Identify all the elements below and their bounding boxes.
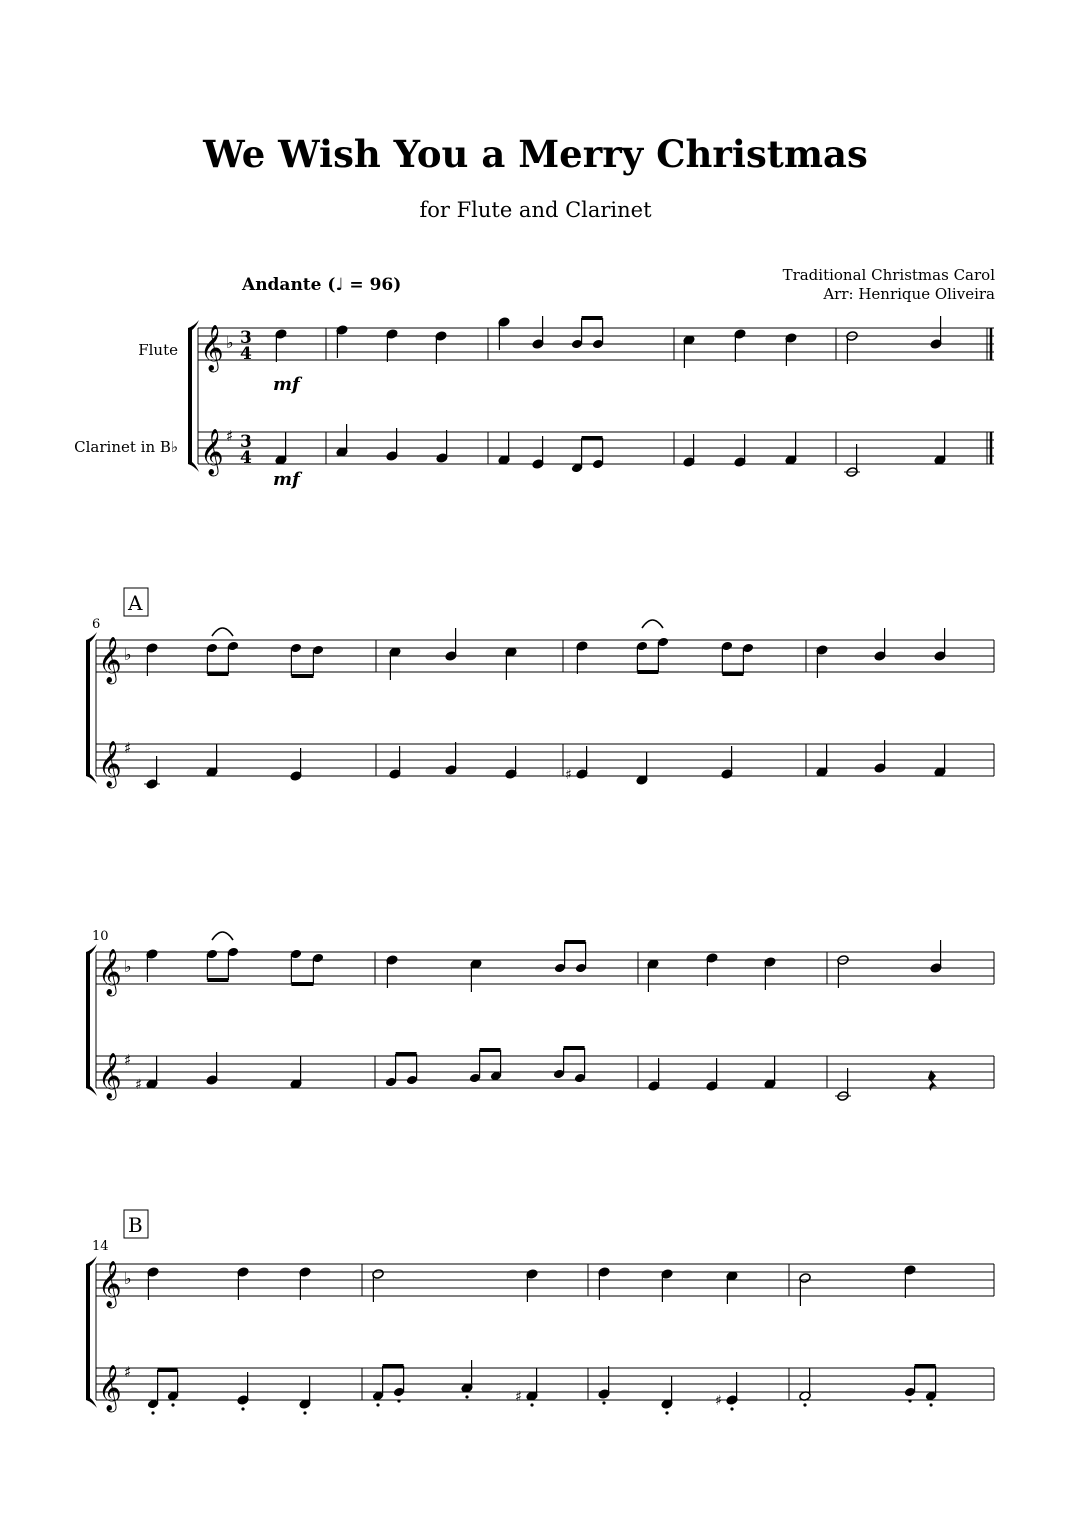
bracket-top-hook	[188, 320, 199, 330]
staccato-dot	[465, 1395, 468, 1398]
composer-line: Traditional Christmas Carol	[782, 266, 995, 284]
system-bracket	[86, 640, 90, 776]
key-signature-flat-icon: ♭	[226, 333, 234, 352]
treble-clef-icon: 𝄞	[98, 1261, 122, 1307]
tempo-text: Andante (	[242, 275, 336, 295]
tempo-value: = 96)	[343, 275, 402, 295]
time-signature-bottom: 4	[240, 448, 252, 468]
instrument-label-flute: Flute	[138, 341, 178, 359]
system-bracket	[188, 328, 192, 464]
treble-clef-icon: 𝄞	[98, 741, 122, 787]
treble-clef-icon: 𝄞	[98, 1365, 122, 1411]
quarter-note-icon: ♩	[335, 275, 344, 295]
treble-clef-icon: 𝄞	[98, 637, 122, 683]
dynamic-marking: mf	[273, 374, 300, 395]
key-signature-flat-icon: ♭	[124, 645, 132, 664]
bracket-top-hook	[86, 944, 97, 954]
arranger-line: Arr: Henrique Oliveira	[823, 285, 995, 303]
slur	[212, 932, 233, 940]
key-signature-sharp-icon: ♯	[124, 739, 132, 757]
system-bracket	[86, 952, 90, 1088]
piece-subtitle: for Flute and Clarinet	[419, 198, 652, 222]
time-signature-top: 3	[240, 328, 252, 348]
treble-clef-icon: 𝄞	[98, 1053, 122, 1099]
system-bracket	[86, 1264, 90, 1400]
sharp-icon: ♯	[565, 767, 572, 783]
sharp-icon: ♯	[515, 1389, 522, 1405]
staccato-dot	[397, 1399, 400, 1402]
sharp-icon: ♯	[715, 1393, 722, 1409]
bracket-bottom-hook	[86, 1398, 97, 1408]
measure-number: 14	[92, 1239, 109, 1254]
time-signature-top: 3	[240, 432, 252, 452]
bracket-top-hook	[86, 1256, 97, 1266]
staccato-dot	[602, 1401, 605, 1404]
treble-clef-icon: 𝄞	[200, 325, 224, 371]
staccato-dot	[929, 1403, 932, 1406]
time-signature-bottom: 4	[240, 344, 252, 364]
staccato-dot	[908, 1399, 911, 1402]
bracket-bottom-hook	[188, 462, 199, 472]
staccato-dot	[241, 1407, 244, 1410]
measure-number: 6	[92, 617, 101, 632]
bracket-top-hook	[86, 632, 97, 642]
treble-clef-icon: 𝄞	[98, 949, 122, 995]
dynamic-marking: mf	[273, 469, 300, 490]
staccato-dot	[665, 1411, 668, 1414]
sharp-icon: ♯	[135, 1077, 142, 1093]
piece-title: We Wish You a Merry Christmas	[203, 132, 868, 176]
key-signature-sharp-icon: ♯	[226, 427, 234, 445]
slur	[642, 620, 663, 628]
bracket-bottom-hook	[86, 774, 97, 784]
instrument-label-clarinet: Clarinet in B♭	[74, 438, 178, 456]
measure-number: 10	[92, 929, 109, 944]
key-signature-flat-icon: ♭	[124, 1269, 132, 1288]
staccato-dot	[803, 1403, 806, 1406]
staccato-dot	[171, 1403, 174, 1406]
staccato-dot	[151, 1411, 154, 1414]
key-signature-flat-icon: ♭	[124, 957, 132, 976]
key-signature-sharp-icon: ♯	[124, 1051, 132, 1069]
staccato-dot	[730, 1407, 733, 1410]
treble-clef-icon: 𝄞	[200, 429, 224, 475]
staccato-dot	[530, 1403, 533, 1406]
bracket-bottom-hook	[86, 1086, 97, 1096]
key-signature-sharp-icon: ♯	[124, 1363, 132, 1381]
slur	[212, 628, 233, 636]
staccato-dot	[303, 1411, 306, 1414]
staccato-dot	[376, 1403, 379, 1406]
rehearsal-mark: A	[128, 591, 143, 615]
rehearsal-mark: B	[128, 1213, 143, 1237]
